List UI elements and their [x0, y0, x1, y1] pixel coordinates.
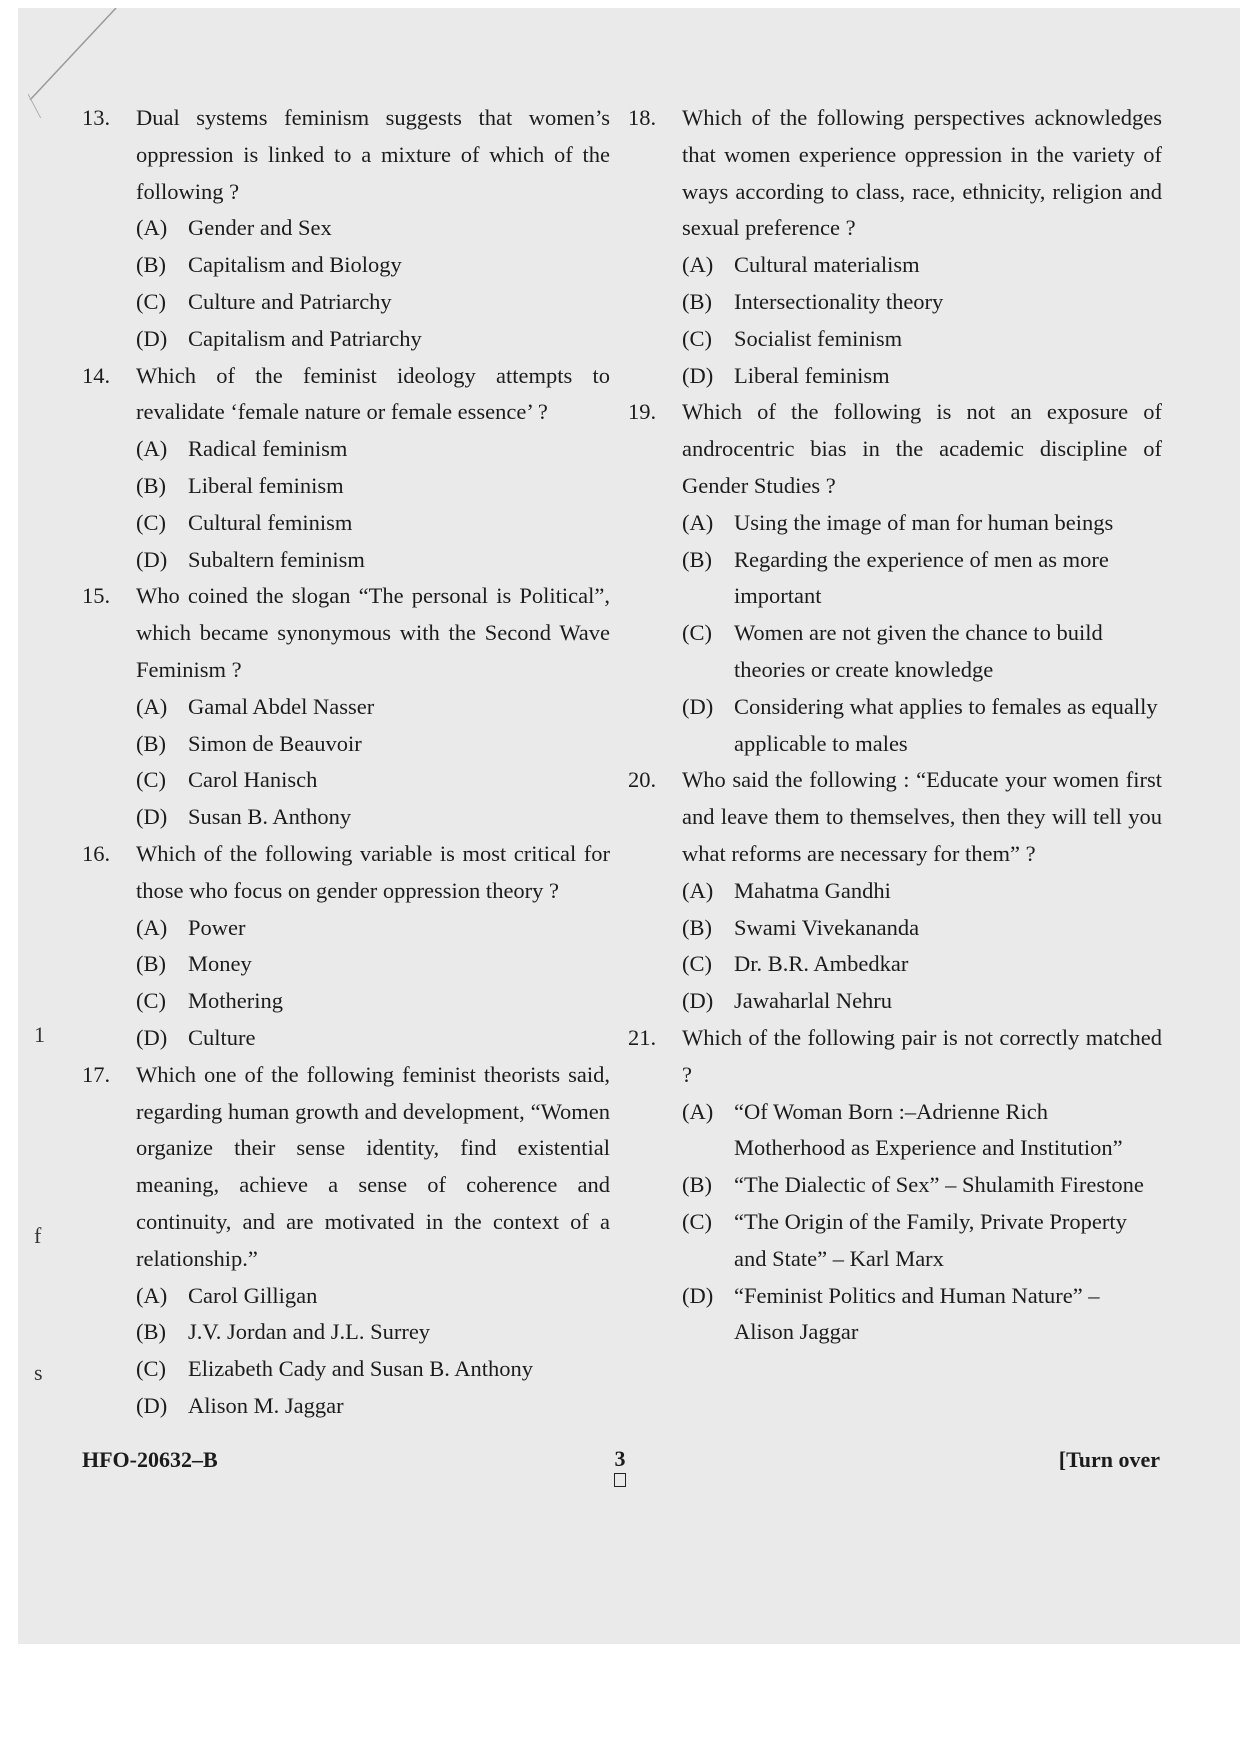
right-column — [628, 100, 1162, 1351]
option-text: “The Dialectic of Sex” – Shulamith Firestone — [734, 1172, 1144, 1198]
answer-option — [682, 946, 1162, 983]
answer-option — [136, 1388, 610, 1425]
question-text: Who said the following : “Educate your women first and leave them to themselves, then they will tell you what reforms are necessary for them” ? — [682, 767, 1162, 866]
question — [82, 100, 610, 358]
option-label: (C) — [682, 1208, 712, 1234]
option-text: Dr. B.R. Ambedkar — [734, 951, 909, 977]
left-column — [82, 100, 610, 1425]
option-text: Carol Hanisch — [188, 767, 318, 793]
option-label: (A) — [682, 252, 714, 278]
option-text: Women are not given the chance to build theories or create knowledge — [734, 620, 1103, 682]
option-label: (D) — [136, 1024, 168, 1050]
option-text: Simon de Beauvoir — [188, 730, 362, 756]
option-label: (B) — [136, 951, 166, 977]
option-text: Mahatma Gandhi — [734, 877, 891, 903]
option-text: Elizabeth Cady and Susan B. Anthony — [188, 1356, 533, 1382]
answer-option — [682, 284, 1162, 321]
option-text: “The Origin of the Family, Private Property and State” – Karl Marx — [734, 1208, 1127, 1271]
option-text: Capitalism and Patriarchy — [188, 325, 422, 351]
answer-option — [136, 1314, 610, 1351]
option-label: (C) — [136, 288, 166, 314]
question-text: Which of the feminist ideology attempts to revalidate ‘female nature or female essence’ ? — [136, 362, 610, 425]
option-label: (C) — [136, 767, 166, 793]
question-text: Who coined the slogan “The personal is Political”, which became synonymous with the Second Wave Feminism ? — [136, 583, 610, 682]
answer-option — [682, 1204, 1162, 1278]
question-text: Which one of the following feminist theorists said, regarding human growth and development, “Women organize their sense identity, find existential meaning, achieve a sense of coherence and continuity, and are motivated in the context of a relationship.” — [136, 1061, 610, 1271]
option-label: (D) — [682, 988, 714, 1014]
option-text: Culture and Patriarchy — [188, 288, 392, 314]
answer-option — [682, 689, 1162, 763]
option-text: Gamal Abdel Nasser — [188, 693, 375, 719]
question-text: Which of the following is not an exposure of androcentric bias in the academic discipline of Gender Studies ? — [682, 399, 1162, 498]
answer-option — [682, 910, 1162, 947]
answer-option — [136, 726, 610, 763]
option-text: Intersectionality theory — [734, 288, 944, 314]
answer-option — [136, 762, 610, 799]
question-number: 21. — [628, 1024, 657, 1050]
option-text: Swami Vivekananda — [734, 914, 920, 940]
answer-option — [136, 799, 610, 836]
answer-option — [136, 910, 610, 947]
answer-option — [136, 284, 610, 321]
question-text: Dual systems feminism suggests that women’s oppression is linked to a mixture of which of the following ? — [136, 105, 610, 204]
page-box-icon — [614, 1473, 626, 1487]
answer-option — [136, 210, 610, 247]
answer-option — [682, 505, 1162, 542]
option-label: (B) — [136, 252, 166, 278]
option-text: Liberal feminism — [734, 362, 890, 388]
paper-code: HFO-20632–B — [82, 1447, 218, 1472]
option-text: Carol Gilligan — [188, 1282, 318, 1308]
option-label: (D) — [136, 325, 168, 351]
option-label: (C) — [682, 325, 712, 351]
question-number: 13. — [82, 105, 111, 130]
answer-option — [136, 247, 610, 284]
option-label: (B) — [682, 1172, 712, 1198]
option-text: Capitalism and Biology — [188, 252, 402, 278]
option-text: Using the image of man for human beings — [734, 509, 1114, 535]
option-label: (A) — [682, 877, 714, 903]
option-label: (C) — [136, 1356, 166, 1382]
option-label: (A) — [136, 693, 168, 719]
question — [82, 836, 610, 1057]
turn-over-note: [Turn over — [1058, 1447, 1160, 1472]
question — [628, 762, 1162, 1020]
answer-option — [136, 1351, 610, 1388]
option-label: (B) — [136, 472, 166, 498]
answer-option — [136, 1020, 610, 1057]
option-label: (D) — [136, 546, 168, 572]
option-text: Regarding the experience of men as more important — [734, 546, 1109, 609]
question-number: 20. — [628, 767, 657, 793]
option-text: Susan B. Anthony — [188, 804, 352, 830]
margin-mark: f — [34, 1223, 42, 1248]
option-label: (C) — [136, 988, 166, 1014]
question-number: 17. — [82, 1061, 111, 1087]
option-text: Money — [188, 951, 252, 977]
answer-option — [682, 873, 1162, 910]
answer-option — [136, 689, 610, 726]
option-text: Gender and Sex — [188, 215, 332, 241]
option-text: “Feminist Politics and Human Nature” – Alison Jaggar — [734, 1282, 1100, 1345]
answer-option — [682, 983, 1162, 1020]
option-text: Considering what applies to females as equally applicable to males — [734, 693, 1158, 756]
answer-option — [136, 1278, 610, 1315]
answer-option — [136, 468, 610, 505]
question-number: 16. — [82, 840, 111, 866]
option-text: J.V. Jordan and J.L. Surrey — [188, 1319, 431, 1345]
question — [82, 578, 610, 836]
answer-option — [136, 321, 610, 358]
margin-mark: 1 — [34, 1022, 45, 1047]
option-label: (D) — [682, 693, 714, 719]
option-label: (B) — [136, 730, 166, 756]
option-text: Subaltern feminism — [188, 546, 365, 572]
answer-option — [136, 431, 610, 468]
question-text: Which of the following variable is most critical for those who focus on gender oppression theory ? — [136, 840, 610, 903]
option-label: (A) — [682, 1098, 714, 1124]
answer-option — [682, 321, 1162, 358]
answer-option — [682, 1278, 1162, 1352]
option-text: Power — [188, 914, 246, 940]
option-text: Radical feminism — [188, 436, 348, 462]
question-number: 19. — [628, 399, 657, 425]
option-text: Jawaharlal Nehru — [734, 988, 893, 1014]
option-label: (A) — [136, 1282, 168, 1308]
option-text: Mothering — [188, 988, 283, 1014]
option-label: (B) — [682, 546, 712, 572]
option-text: Liberal feminism — [188, 472, 344, 498]
option-label: (B) — [682, 914, 712, 940]
question — [82, 1057, 610, 1425]
question-text: Which of the following pair is not correctly matched ? — [682, 1024, 1162, 1087]
question-number: 15. — [82, 583, 111, 609]
answer-option — [682, 358, 1162, 395]
question-text: Which of the following perspectives acknowledges that women experience oppression in the variety of ways according to class, race, ethnicity, religion and sexual preference ? — [682, 105, 1162, 241]
option-label: (A) — [136, 215, 168, 241]
option-text: Cultural materialism — [734, 252, 920, 278]
answer-option — [136, 946, 610, 983]
question — [628, 1020, 1162, 1351]
option-text: “Of Woman Born :–Adrienne Rich Motherhood as Experience and Institution” — [734, 1098, 1123, 1161]
page-number — [610, 1447, 630, 1487]
option-text: Alison M. Jaggar — [188, 1392, 344, 1418]
answer-option — [682, 542, 1162, 616]
option-label: (A) — [136, 436, 168, 462]
answer-option — [136, 505, 610, 542]
question — [82, 358, 610, 579]
option-text: Culture — [188, 1024, 256, 1050]
margin-mark: s — [34, 1360, 43, 1385]
option-text: Socialist feminism — [734, 325, 903, 351]
option-label: (D) — [136, 804, 168, 830]
option-label: (A) — [136, 914, 168, 940]
option-label: (D) — [682, 362, 714, 388]
answer-option — [682, 1167, 1162, 1204]
option-label: (D) — [682, 1282, 714, 1308]
answer-option — [682, 615, 1162, 689]
question — [628, 100, 1162, 394]
option-label: (B) — [136, 1319, 166, 1345]
question-number: 18. — [628, 105, 657, 130]
answer-option — [682, 247, 1162, 284]
option-text: Cultural feminism — [188, 509, 353, 535]
answer-option — [136, 983, 610, 1020]
answer-option — [136, 542, 610, 579]
option-label: (C) — [136, 509, 166, 535]
option-label: (B) — [682, 288, 712, 314]
page-number-text: 3 — [614, 1446, 626, 1471]
option-label: (A) — [682, 509, 714, 535]
option-label: (C) — [682, 620, 712, 646]
question-number: 14. — [82, 362, 111, 388]
answer-option — [682, 1094, 1162, 1168]
option-label: (C) — [682, 951, 712, 977]
option-label: (D) — [136, 1392, 168, 1418]
question — [628, 394, 1162, 762]
